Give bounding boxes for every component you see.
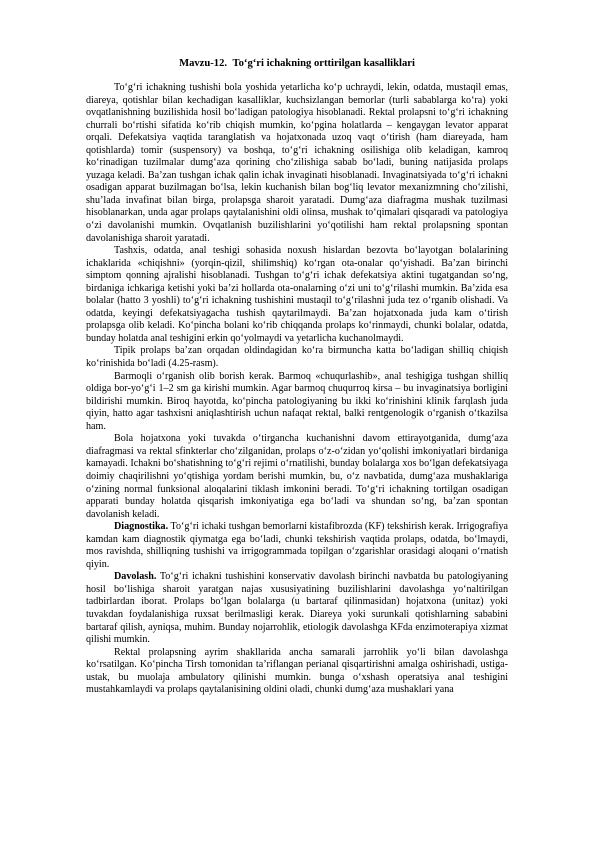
page-title	[86, 57, 508, 70]
section-heading-diagnostics: Diagnostika.	[114, 521, 169, 533]
paragraph-treatment	[86, 571, 508, 646]
document-body	[86, 57, 508, 697]
paragraph-text: Bola hojatxona yoki tuvakda o‘tirgancha kuchanishni davom ettirayotganida, dumg‘aza diafragmasi va rektal sfinkterlar cho‘zilganidan, prolaps o‘z-o‘zidan yo‘qolishi imkoniyatlari birdaniga kamayadi. Ichakni bo‘shatishning to‘g‘ri rejimi o‘rnatilishi, bunday bolalarga xos bo‘lgan defekatsiyaga doimiy chaqirilishni yo‘qtishiga yordam berishi mumkin, bu, o‘z navbatida, dumg‘aza mushaklariga o‘zining normal funksional aloqalarini tiklash imkonini beradi. To‘g‘ri ichakning tortilgan osadigan apparati bunday holatda qisqarish imkoniyatiga ega bo‘ladi va shundan so‘ng, ba’zan spontan davolanish keladi.	[86, 433, 508, 520]
title-text: To‘g‘ri ichakning orttirilgan kasalliklari	[232, 58, 415, 69]
paragraph-5	[86, 433, 508, 521]
paragraph-2	[86, 245, 508, 345]
paragraph-text: To‘g‘ri ichakning tushishi bola yoshida yetarlicha ko‘p uchraydi, lekin, odatda, mustaqil emas, diareya, qotishlar bilan kechadigan kasalliklar, kuchsizlangan bemorlar (turli sabablarga ko‘ra) yoki ovqatlanishning buzilishida hosil bo‘ladigan patologiya hisoblanadi. Rektal prolapsni to‘g‘ri ichakning churrali bo‘rtishi sifatida ko‘rib chiqish mumkin, ko‘pgina holatlarda – kengaygan levator apparat orqali. Defekatsiya vaqtida taranglatish va hojatxonada uzoq vaqt o‘tirish (ham diareyada, ham qotishlarda) tomir (suspensory) va boshqa, to‘g‘ri ichakning osilishiga olib keladigan, kamroq ko‘rinadigan tuzilmalar dumg‘aza qorining cho‘zilishiga sabab bo‘ladi, buning natijasida prolaps yuzaga keladi. Ba’zan tushgan ichak qalin ichak invaginati hisoblanadi. Invaginatsiyada to‘g‘ri ichakni osadigan apparat buzilmagan bo‘lsa, lekin kuchanish bilan bog‘liq levator mexanizmning cho‘zilishi, shu’lada invafinat bilan birga, prolapsga sharoit yaratadi. Dumg‘aza diafragma mushak tuzilmasi hisoblanarkan, unda agar prolaps qaytalanishini oldi olinsa, mushak to‘qimalari qisqaradi va patologiya o‘zi davolanishi mumkin. Ovqatlanish buzilishlarini yo‘qotilishi ham rektal prolapsning spontan davolanishiga sharoit yaratadi.	[86, 82, 508, 244]
paragraph-text: Barmoqli o‘rganish olib borish kerak. Barmoq «chuqurlashib», anal teshigiga tushgan shilliq oldiga bor-yo‘g‘i 1–2 sm ga kirishi mumkin. Agar barmoq chuqurroq kirsa – bu invaginatsiya borligini bildirishi mumkin. Biroq hayotda, ko‘pincha patologiyaning bu ikki ko‘rinishini klinik farqlash juda qiyin, hatto agar tashxisni aniqlashtirish uchun nafaqat rektal, balki rentgenologik o‘rganish o‘tkazilsa ham.	[86, 370, 508, 432]
paragraph-1	[86, 82, 508, 245]
paragraph-8	[86, 647, 508, 697]
paragraph-diagnostics	[86, 521, 508, 571]
paragraph-text: To‘g‘ri ichakni tushishini konservativ davolash birinchi navbatda bu patologiyaning hosil bo‘lishiga sharoit yaratgan najas xususiyatining buzilishlarini davolashga yo‘naltirilgan tadbirlardan iborat. Prolaps bo‘lgan bolalarga (u bartaraf qilinmasidan) hojatxona (unitaz) yoki tuvakdan foydalanishiga ruxsat berilmasligi kerak. Diareya yoki surunkali qotishlarning sababini bartaraf qilish, ayniqsa, muhim. Bunday nojarrohlik, etiologik davolashga KFda enzimoterapiya xizmat qilishi mumkin.	[86, 571, 508, 646]
title-topic-number: Mavzu-12.	[179, 58, 228, 69]
paragraph-3	[86, 345, 508, 370]
paragraph-text: To‘g‘ri ichaki tushgan bemorlarni kistafibrozda (KF) tekshirish kerak. Irrigografiya kamdan kam diagnostik qiymatga ega bo‘ladi, chunki tekshirish vaqtida prolaps, odatda, bo‘lmaydi, mos ravishda, shilliqning tushishi va irrigogrammada topilgan o‘zgarishlar orasidagi aloqani o‘rnatish qiyin.	[86, 521, 509, 570]
paragraph-text: Rektal prolapsning ayrim shakllarida ancha samarali jarrohlik yo‘li bilan davolashga ko‘rsatilgan. Ko‘pincha Tirsh tomonidan ta’riflangan perianal qisqartirishni amalga oshirishadi, ustiga-ustak, bu muolaja ambulatory qilinishi mumkin. bunga o‘xshash operatsiya anal teshigini mustahkamlaydi va prolaps qaytalanisining oldini oladi, chunki dumg‘aza mushaklari yana	[86, 646, 508, 696]
paragraph-4	[86, 371, 508, 434]
section-heading-treatment: Davolash.	[114, 571, 157, 583]
paragraph-text: Tipik prolaps ba’zan orqadan oldindagidan ko‘ra birmuncha katta bo‘ladigan shilliq chiqish ko‘rinishida bo‘ladi (4.25-rasm).	[86, 345, 508, 370]
paragraph-text: Tashxis, odatda, anal teshigi sohasida noxush hislardan bezovta bo‘layotgan bolalarining ichaklarida «chiqishni» (yorqin-qizil, shilimshiq) ko‘rgan ota-onalar qo‘yishadi. Ba’zan birinchi simptom qonning ajralishi hisoblanadi. Tushgan to‘g‘ri ichak defekatsiya aktini tugatgandan so‘ng, birdaniga ichkariga ketishi yoki ba’zi hollarda ota-onalarning o‘zi uni to‘g‘rilashi mumkin. Ba’zida esa bolalar (hatto 3 yoshli) to‘g‘ri ichakning tushishini mustaqil to‘g‘rilashni juda tez o‘rganib olishadi. Va odatda, keyingi defekatsiyagacha tushish qaytarilmaydi. Ba’zan hojatxonada juda kam o‘tirish prolapsga olib keladi. Ko‘pincha bolani ko‘rib chiqqanda prolaps ko‘rinmaydi, chunki bolalar, odatda, bunday holatda anal teshigini erkin qo‘yolmaydi va yetarlicha kuchanolmaydi.	[86, 245, 508, 344]
